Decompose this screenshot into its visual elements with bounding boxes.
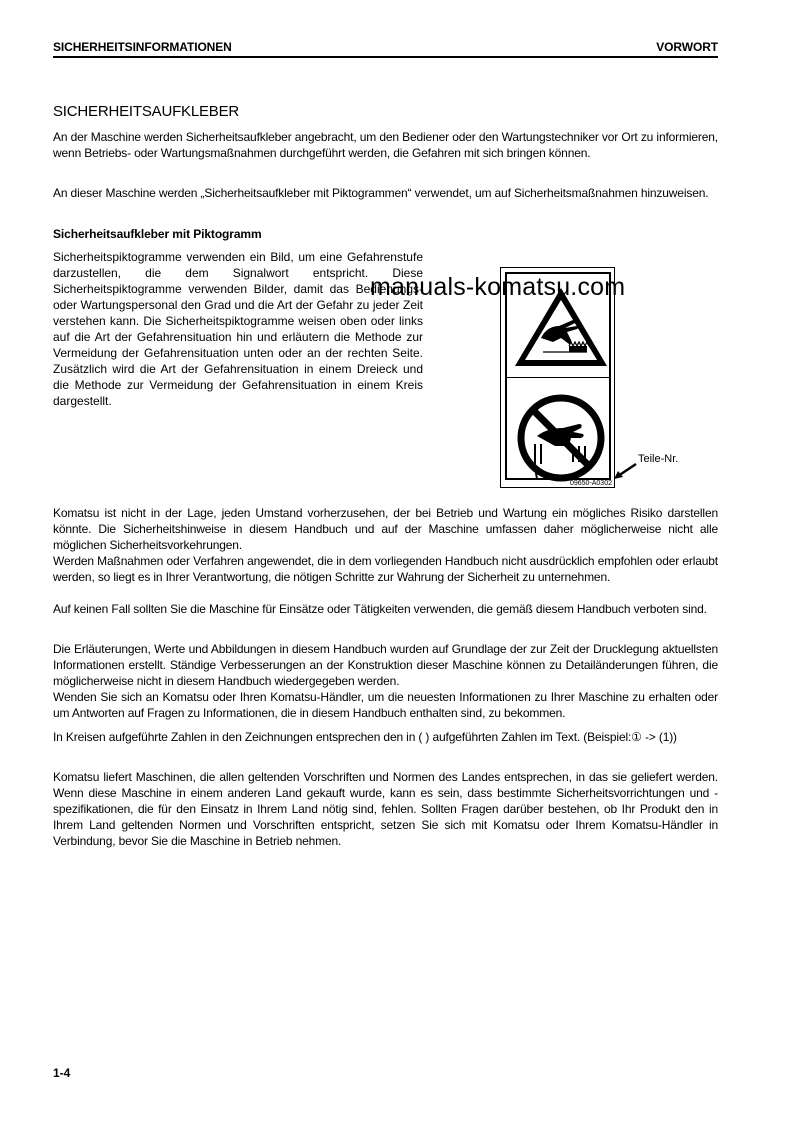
body-paragraph-7: Komatsu liefert Maschinen, die allen geltenden Vorschriften und Normen des Landes entsprechen, in das sie geliefert werden. Wenn diese Maschine in einem anderen Land gekauft wurde, kann es sein, dass bestimmte Sicherheitsvorrichtungen und -spezifikationen, die für den Einsatz in Ihrem Land nötig sind, fehlen. Sollten Fragen darüber bestehen, ob Ihr Produkt den in Ihrem Land geltenden Normen und Vorschriften entspricht, setzen Sie sich mit Komatsu oder Ihrem Komatsu-Händler in Verbindung, bevor Sie die Maschine in Betrieb nehmen. xyxy=(53,770,718,848)
pointer-arrow-icon xyxy=(612,462,638,482)
watermark: manuals-komatsu.com xyxy=(370,273,626,301)
body-paragraph-5: Wenden Sie sich an Komatsu oder Ihren Komatsu-Händler, um die neuesten Informationen zu Ihrer Maschine zu erhalten oder um Antworten auf Fragen zu Informationen, die in diesem Handbuch enthalten sind, zu bekommen. xyxy=(53,690,718,720)
part-number-label: Teile-Nr. xyxy=(638,453,679,465)
body-paragraph-1: Komatsu ist nicht in der Lage, jeden Umstand vorherzusehen, der bei Betrieb und Wartung ein mögliches Risiko darstellen könnte. Die Sicherheitshinweise in diesem Handbuch und auf der Maschine umfassen daher möglicherweise nicht alle möglichen Sicherheitsvorkehrungen. xyxy=(53,506,718,552)
part-number-code: 09650-A0302 xyxy=(569,480,612,487)
page-header xyxy=(53,40,718,58)
body-paragraph-2: Werden Maßnahmen oder Verfahren angewendet, die in dem vorliegenden Handbuch nicht ausdrücklich empfohlen oder erlaubt werden, so liegt es in Ihrer Verantwortung, die nötigen Schritte zur Wahrung der Sicherheit zu unternehmen. xyxy=(53,554,718,584)
header-section-label: SICHERHEITSINFORMATIONEN xyxy=(53,40,232,54)
body-paragraph-4: Die Erläuterungen, Werte und Abbildungen in diesem Handbuch wurden auf Grundlage der zur Zeit der Drucklegung aktuellsten Informationen erstellt. Ständige Verbesserungen an der Konstruktion dieser Maschine können zu Detailänderungen führen, die möglicherweise nicht in diesem Handbuch wiedergegeben werden. xyxy=(53,642,718,688)
intro-paragraph-1: An der Maschine werden Sicherheitsaufkleber angebracht, um den Bediener oder den Wartungstechniker vor Ort zu informieren, wenn Betriebs- oder Wartungsmaßnahmen durchgeführt werden, die Gefahren mit sich bringen können. xyxy=(53,130,718,160)
body-paragraph-6: In Kreisen aufgeführte Zahlen in den Zeichnungen entsprechen den in ( ) aufgeführten Zahlen im Text. (Beispiel:① -> (1)) xyxy=(53,730,677,744)
prohibition-circle-hand-icon xyxy=(515,392,607,484)
header-chapter-label: VORWORT xyxy=(656,40,718,54)
section-title: SICHERHEITSAUFKLEBER xyxy=(53,103,240,120)
body-paragraph-3: Auf keinen Fall sollten Sie die Maschine für Einsätze oder Tätigkeiten verwenden, die gemäß diesem Handbuch verboten sind. xyxy=(53,602,707,616)
pictogram-paragraph: Sicherheitspiktogramme verwenden ein Bild, um eine Gefahrenstufe darzustellen, die dem Signalwort entspricht. Diese Sicherheitspiktogramme verwenden Bilder, damit das Bedienungs- oder Wartungspersonal den Grad und die Art der Gefahr zu jeder Zeit verstehen kann. Die Sicherheitspiktogramme weisen oben oder links auf die Art der Gefahrensituation hin und erläutern die Methode zur Vermeidung der Gefahrensituation unten oder an der rechten Seite. Zusätzlich wird die Art der Gefahrensituation in einem Dreieck und die Methode zur Vermeidung der Gefahrensituation in einem Kreis dargestellt. xyxy=(53,250,423,408)
safety-label-frame xyxy=(505,272,611,480)
subheading: Sicherheitsaufkleber mit Piktogramm xyxy=(53,227,262,241)
intro-paragraph-2: An dieser Maschine werden „Sicherheitsaufkleber mit Piktogrammen“ verwendet, um auf Sicherheitsmaßnahmen hinzuweisen. xyxy=(53,186,709,200)
figure-divider xyxy=(507,377,609,378)
page-number: 1-4 xyxy=(53,1066,71,1080)
